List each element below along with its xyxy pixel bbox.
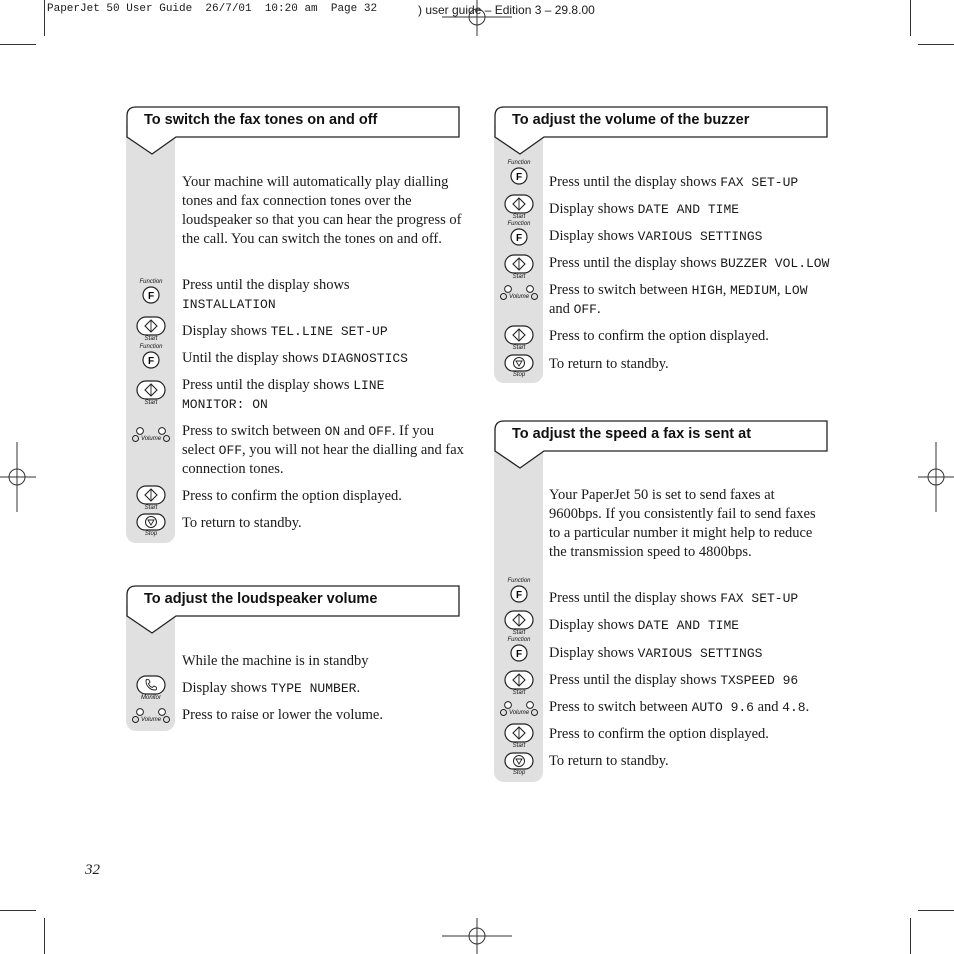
display-code: OFF <box>573 302 597 317</box>
step-text <box>549 281 808 319</box>
key-label: Start <box>512 274 526 280</box>
key-label: Function <box>139 344 163 350</box>
svg-text:F: F <box>515 172 523 183</box>
svg-text:F: F <box>515 649 523 660</box>
step-text <box>182 679 360 698</box>
display-code: VARIOUS SETTINGS <box>637 229 763 244</box>
stop-key[interactable] <box>494 752 544 777</box>
key-label: Start <box>144 336 158 342</box>
step-text <box>549 589 798 608</box>
start-diamond-icon <box>504 670 534 690</box>
step-text <box>549 671 798 690</box>
function-icon <box>508 644 530 662</box>
volume-buttons-icon <box>499 701 539 709</box>
handset-icon <box>136 675 166 695</box>
step-text <box>549 173 798 192</box>
registration-mark-icon <box>0 442 36 512</box>
display-code: DATE AND TIME <box>637 618 740 633</box>
volume-keys[interactable] <box>494 701 544 717</box>
step-instruction: Press until the display shows <box>182 277 350 293</box>
function-key[interactable] <box>494 578 544 603</box>
svg-text:F: F <box>147 356 155 367</box>
key-label: Start <box>512 743 526 749</box>
start-key[interactable] <box>494 194 544 221</box>
step-instruction: and <box>753 699 783 715</box>
volume-buttons-icon <box>131 427 171 435</box>
start-diamond-icon <box>504 610 534 630</box>
registration-mark-icon <box>442 918 512 954</box>
display-code: INSTALLATION <box>182 297 276 312</box>
key-label: Start <box>512 690 526 696</box>
display-code: ON <box>324 424 341 439</box>
registration-mark-icon <box>918 442 954 512</box>
crop-mark <box>918 44 954 45</box>
step-instruction: Press to switch between <box>182 423 325 439</box>
key-label: Function <box>507 578 531 584</box>
step-text <box>182 322 388 341</box>
display-code: DATE AND TIME <box>637 202 740 217</box>
stop-icon <box>504 752 534 770</box>
key-label: Stop <box>144 531 158 537</box>
step-text <box>549 254 829 273</box>
section-header <box>494 106 829 156</box>
start-key[interactable] <box>126 380 176 407</box>
step-text: To return to standby. <box>549 356 669 372</box>
start-key[interactable] <box>494 325 544 352</box>
volume-keys[interactable] <box>494 285 544 301</box>
step-instruction: Press to switch between <box>549 282 692 298</box>
volume-buttons-icon <box>499 285 539 293</box>
key-label: Stop <box>512 372 526 378</box>
step-instruction: . <box>356 680 361 696</box>
step-text <box>182 349 408 368</box>
function-icon <box>508 585 530 603</box>
key-label: Monitor <box>140 695 161 701</box>
display-code: FAX SET-UP <box>720 175 799 190</box>
step-text <box>182 376 422 414</box>
step-instruction: . If you select <box>182 423 435 458</box>
step-text <box>549 698 809 717</box>
display-code: 4.8 <box>782 700 806 715</box>
step-text <box>549 616 739 635</box>
step-instruction: . <box>596 301 601 317</box>
section-header <box>126 106 461 156</box>
svg-text:F: F <box>515 233 523 244</box>
key-label: Function <box>507 637 531 643</box>
section-header <box>126 585 461 635</box>
function-icon <box>140 351 162 369</box>
function-key[interactable] <box>126 344 176 369</box>
section-intro: Your machine will automatically play dialling tones and fax connection tones over the loudspeaker so that you can hear the progress of the call. You can switch the tones on and off. <box>182 174 462 247</box>
step-instruction: , <box>722 282 731 298</box>
key-label: Function <box>507 221 531 227</box>
start-diamond-icon <box>504 254 534 274</box>
stop-key[interactable] <box>126 513 176 538</box>
step-text <box>549 644 762 663</box>
key-label: Start <box>512 345 526 351</box>
step-instruction: Display shows <box>182 680 271 696</box>
start-diamond-icon <box>504 194 534 214</box>
display-code: AUTO 9.6 <box>691 700 754 715</box>
function-icon <box>140 286 162 304</box>
step-text: Press to raise or lower the volume. <box>182 707 383 723</box>
start-key[interactable] <box>494 723 544 750</box>
monitor-key[interactable] <box>126 675 176 702</box>
function-key[interactable] <box>494 221 544 246</box>
crop-mark <box>918 910 954 911</box>
start-key[interactable] <box>126 485 176 512</box>
key-label: Start <box>512 630 526 636</box>
start-diamond-icon <box>504 325 534 345</box>
step-text <box>549 200 739 219</box>
section-title: To switch the fax tones on and off <box>144 112 378 128</box>
start-diamond-icon <box>136 380 166 400</box>
key-label: Start <box>144 505 158 511</box>
key-label: Start <box>512 214 526 220</box>
step-instruction: Display shows <box>182 323 271 339</box>
step-instruction: Press until the display shows <box>549 174 721 190</box>
step-instruction: Press until the display shows <box>549 672 721 688</box>
display-code: OFF <box>218 443 243 458</box>
display-code: TXSPEED 96 <box>720 673 799 688</box>
step-instruction: , <box>776 282 785 298</box>
section-title: To adjust the loudspeaker volume <box>144 591 378 607</box>
start-diamond-icon <box>504 723 534 743</box>
start-diamond-icon <box>136 316 166 336</box>
svg-text:F: F <box>515 590 523 601</box>
stop-icon <box>136 513 166 531</box>
crop-mark <box>44 918 45 954</box>
key-label: Volume <box>126 435 176 443</box>
display-code: MEDIUM <box>730 283 777 298</box>
function-key[interactable] <box>126 279 176 304</box>
volume-buttons-icon <box>131 708 171 716</box>
registration-mark-icon <box>442 0 512 36</box>
function-icon <box>508 167 530 185</box>
print-job-line: PaperJet 50 User Guide 26/7/01 10:20 am Page 32 <box>47 3 378 15</box>
display-code: VARIOUS SETTINGS <box>637 646 763 661</box>
step-instruction: and <box>549 301 574 317</box>
section-title: To adjust the speed a fax is sent at <box>512 426 752 442</box>
key-label: Stop <box>512 770 526 776</box>
function-key[interactable] <box>494 160 544 185</box>
key-label: Function <box>507 160 531 166</box>
key-label: Function <box>139 279 163 285</box>
step-text: While the machine is in standby <box>182 653 369 669</box>
step-instruction: Display shows <box>549 201 638 217</box>
crop-mark <box>0 44 36 45</box>
function-icon <box>508 228 530 246</box>
display-code: FAX SET-UP <box>720 591 799 606</box>
step-instruction: Press until the display shows <box>182 377 354 393</box>
step-instruction: Display shows <box>549 228 638 244</box>
crop-mark <box>910 0 911 36</box>
volume-keys[interactable] <box>126 427 176 443</box>
display-code: BUZZER VOL.LOW <box>720 256 830 271</box>
step-instruction: Press to switch between <box>549 699 692 715</box>
step-instruction: , you will not hear the dialling and fax connection tones. <box>182 442 464 477</box>
crop-mark <box>910 918 911 954</box>
stop-key[interactable] <box>494 354 544 379</box>
step-instruction: and <box>340 423 369 439</box>
start-diamond-icon <box>136 485 166 505</box>
key-label: Volume <box>494 709 544 717</box>
print-edition-line: ) user guide – Edition 3 – 29.8.00 <box>418 3 595 17</box>
start-key[interactable] <box>494 610 544 637</box>
step-instruction: Display shows <box>549 617 638 633</box>
start-key[interactable] <box>126 316 176 343</box>
step-instruction: Until the display shows <box>182 350 323 366</box>
stop-icon <box>504 354 534 372</box>
step-instruction: Display shows <box>549 645 638 661</box>
svg-text:F: F <box>147 291 155 302</box>
display-code: TEL.LINE SET-UP <box>270 324 388 339</box>
start-key[interactable] <box>494 254 544 281</box>
crop-mark <box>0 910 36 911</box>
step-text <box>182 276 350 314</box>
crop-mark <box>44 0 45 36</box>
step-text: To return to standby. <box>549 753 669 769</box>
step-instruction: . <box>805 699 810 715</box>
section-title: To adjust the volume of the buzzer <box>512 112 750 128</box>
step-text: Press to confirm the option displayed. <box>549 328 769 344</box>
display-code: TYPE NUMBER <box>270 681 357 696</box>
key-label: Volume <box>126 716 176 724</box>
display-code: HIGH <box>691 283 723 298</box>
step-text: To return to standby. <box>182 515 302 531</box>
key-label: Start <box>144 400 158 406</box>
section-header <box>494 420 829 470</box>
start-key[interactable] <box>494 670 544 697</box>
display-code: OFF <box>368 424 392 439</box>
step-text <box>549 227 762 246</box>
section-intro: Your PaperJet 50 is set to send faxes at 9600bps. If you consistently fail to send faxes to a particular number it might help to reduce the transmission speed to 4800bps. <box>549 487 816 560</box>
volume-keys[interactable] <box>126 708 176 724</box>
step-text: Press to confirm the option displayed. <box>549 726 769 742</box>
display-code: LOW <box>784 283 808 298</box>
step-instruction: Press until the display shows <box>549 255 721 271</box>
display-code: LINE MONITOR: ON <box>182 378 385 412</box>
function-key[interactable] <box>494 637 544 662</box>
display-code: DIAGNOSTICS <box>322 351 408 366</box>
key-label: Volume <box>494 293 544 301</box>
page-number: 32 <box>85 862 100 878</box>
step-text: Press to confirm the option displayed. <box>182 488 402 504</box>
step-instruction: Press until the display shows <box>549 590 721 606</box>
step-text <box>182 422 464 479</box>
